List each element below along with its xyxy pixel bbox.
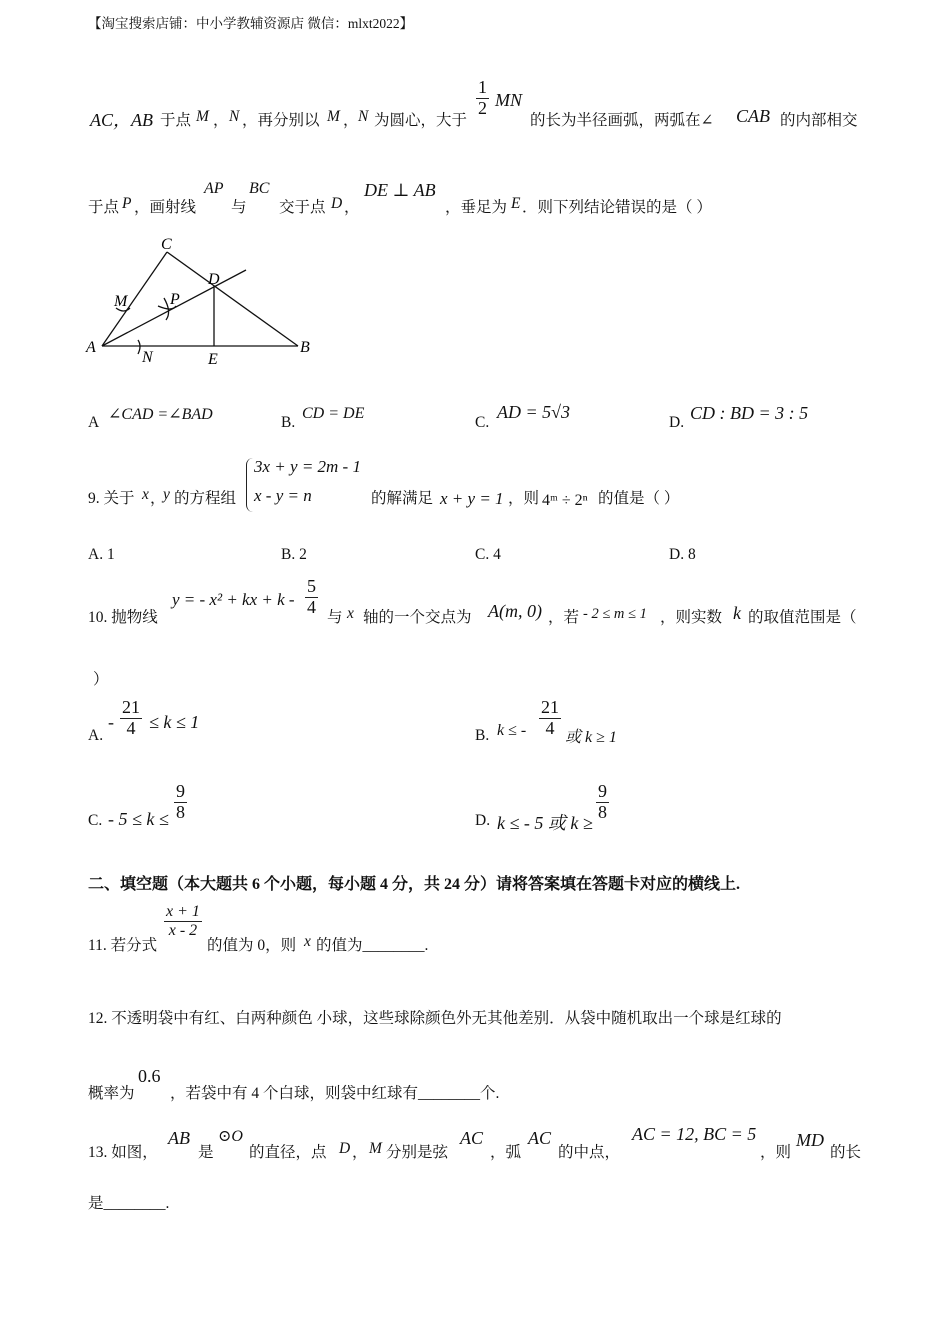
fig-label-p: P	[170, 291, 180, 308]
q10-option-d-den: 8	[598, 801, 607, 822]
q9-option-c: C. 4	[475, 546, 501, 563]
q8-text: ，再分别以	[242, 112, 320, 129]
q8-text: 于点	[160, 112, 192, 129]
q13-ac2: AC	[528, 1128, 552, 1148]
q9-eq1: 3x + y = 2m - 1	[254, 457, 361, 476]
q8-option-d-content: CD : BD = 3 : 5	[690, 403, 809, 423]
fig-label-d: D	[208, 271, 220, 288]
fig-label-c: C	[161, 236, 172, 253]
q8-comma: ，	[344, 199, 360, 216]
q9-text: 的方程组	[174, 490, 237, 507]
q10-option-d-frac	[596, 782, 609, 823]
fig-label-b: B	[300, 339, 310, 356]
fig-label-n: N	[142, 349, 153, 366]
q13-text: ，弧	[490, 1144, 522, 1161]
q10-option-b-label: B.	[475, 727, 490, 744]
q8-option-a-content: ∠CAD =∠BAD	[108, 406, 213, 423]
q8-text: ，画射线	[134, 199, 197, 216]
q12-line2b: ，若袋中有 4 个白球，则袋中红球有________个.	[170, 1085, 500, 1102]
q12-line1: 12. 不透明袋中有红、白两种颜色 小球，这些球除颜色外无其他差别．从袋中随机取出一个球是红球的	[88, 1010, 782, 1027]
q8-cab: CAB	[736, 106, 770, 126]
q9-option-a: A. 1	[88, 546, 115, 563]
q8-frac-num: 1	[478, 77, 487, 97]
q9-text: 的解满足	[371, 490, 434, 507]
q8-option-b-label: B.	[281, 414, 296, 431]
q8-fraction	[476, 78, 489, 119]
q11-frac-num: x + 1	[166, 903, 200, 920]
q10-k: k	[733, 603, 741, 623]
q9-system-brace	[246, 458, 253, 512]
q10-formula: y = - x² + kx + k -	[172, 590, 295, 609]
q8-de-perp-ab: DE ⊥ AB	[364, 180, 436, 200]
q8-mn: MN	[495, 90, 522, 110]
q12-line2a: 概率为	[88, 1085, 135, 1102]
q13-text: 的直径，点	[249, 1144, 327, 1161]
q8-text: ．则下列结论错误的是（ ）	[522, 199, 712, 216]
q8-option-a-label: A	[88, 414, 100, 431]
q8-ap: AP	[204, 180, 224, 197]
q12-prob: 0.6	[138, 1066, 161, 1086]
q13-d: D	[339, 1140, 351, 1157]
q8-d: D	[331, 195, 343, 212]
q13-comma: ，	[352, 1144, 368, 1161]
q10-frac-den: 4	[307, 596, 316, 617]
q10-option-b-post: 或 k ≥ 1	[565, 729, 617, 746]
q9-eq2: x - y = n	[254, 486, 312, 505]
q9-prefix: 9. 关于	[88, 490, 135, 507]
q8-option-c-label: C.	[475, 414, 490, 431]
q8-option-b-content: CD = DE	[302, 405, 365, 422]
fig-label-m: M	[114, 293, 128, 310]
q10-option-d-label: D.	[475, 812, 491, 829]
q10-text: ，若	[548, 609, 580, 626]
q9-expr: 4ᵐ ÷ 2ⁿ	[542, 492, 588, 509]
q13-circle: ⊙O	[218, 1128, 243, 1145]
q10-option-c-den: 8	[176, 801, 185, 822]
q10-option-d-pre: k ≤ - 5 或 k ≥	[497, 813, 593, 833]
q8-triangle-figure	[80, 228, 340, 378]
q11-x: x	[304, 933, 311, 950]
q9-text: ，则	[508, 490, 540, 507]
q10-text: 的取值范围是（	[748, 609, 857, 626]
q10-text: ，则实数	[660, 609, 723, 626]
q10-frac-num: 5	[307, 576, 316, 596]
fig-label-e: E	[208, 351, 218, 368]
q10-prefix: 10. 抛物线	[88, 609, 158, 626]
q13-prefix: 13. 如图，	[88, 1144, 158, 1161]
q11-frac-den: x - 2	[168, 921, 198, 939]
q8-E: E	[511, 195, 521, 212]
q8-text: 的内部相交	[780, 112, 858, 129]
q8-text: 交于点	[279, 199, 326, 216]
q10-option-a-post: ≤ k ≤ 1	[149, 712, 200, 732]
q10-option-c-label: C.	[88, 812, 103, 829]
q9-y: y	[163, 486, 170, 503]
q13-md: MD	[796, 1130, 824, 1150]
q10-option-a-frac	[120, 698, 142, 739]
q9-x: x	[142, 486, 149, 503]
q8-n2: N	[358, 108, 369, 125]
q13-ab: AB	[168, 1128, 190, 1148]
q11-text: 的值为________.	[316, 937, 429, 954]
q8-ac-ab: AC，AB	[90, 110, 153, 130]
q11-prefix: 11. 若分式	[88, 937, 158, 954]
q13-m: M	[369, 1140, 382, 1157]
q13-text: 的中点，	[558, 1144, 621, 1161]
q8-p: P	[122, 195, 132, 212]
q8-bc: BC	[249, 180, 270, 197]
q10-text: 与	[327, 609, 343, 626]
header-shop-text: 【淘宝搜索店铺：中小学教辅资源店 微信：mlxt2022】	[88, 16, 414, 31]
q9-option-d: D. 8	[669, 546, 696, 563]
q10-x: x	[347, 605, 354, 622]
q10-option-a-label: A.	[88, 727, 104, 744]
q13-text: 是	[198, 1144, 214, 1161]
q8-text: 与	[231, 199, 247, 216]
q11-text: 的值为 0，则	[207, 937, 297, 954]
q8-option-c-content: AD = 5√3	[497, 402, 571, 422]
q8-option-d-label: D.	[669, 414, 685, 431]
q10-option-a-den: 4	[126, 717, 136, 738]
q10-option-c-pre: - 5 ≤ k ≤	[108, 809, 169, 829]
q8-text: ，垂足为	[445, 199, 508, 216]
section2-title: 二、填空题（本大题共 6 个小题，每小题 4 分，共 24 分）请将答案填在答题卡对应的横线上.	[88, 876, 741, 893]
q13-ac: AC	[460, 1128, 484, 1148]
q8-m2: M	[327, 108, 340, 125]
q10-text: 轴的一个交点为	[363, 609, 472, 626]
q10-option-c-frac	[174, 782, 187, 823]
q13-text: 分别是弦	[386, 1144, 449, 1161]
q13-given: AC = 12, BC = 5	[632, 1124, 757, 1144]
q10-option-b-frac	[539, 698, 561, 739]
q9-comma: ，	[150, 490, 166, 507]
q10-option-b-den: 4	[545, 717, 555, 738]
q13-text: ，则	[760, 1144, 792, 1161]
fig-label-a: A	[86, 339, 96, 356]
q10-point: A(m, 0)	[488, 601, 542, 621]
q13-text: 的长	[830, 1144, 862, 1161]
q8-n: N	[229, 108, 240, 125]
q10-option-b-pre: k ≤ -	[497, 722, 527, 739]
q9-text: 的值是（ ）	[598, 490, 680, 507]
q8-m: M	[196, 108, 209, 125]
q8-text: 为圆心，大于	[374, 112, 468, 129]
q8-comma: ，	[213, 112, 229, 129]
q8-frac-den: 2	[478, 97, 487, 118]
q10-option-a-pre: -	[108, 712, 114, 732]
q10-fraction	[305, 577, 318, 618]
q13-line2: 是________.	[88, 1195, 170, 1212]
q8-comma: ，	[343, 112, 359, 129]
q10-option-c-num: 9	[176, 781, 185, 801]
q10-option-d-num: 9	[598, 781, 607, 801]
q10-option-b-num: 21	[541, 697, 559, 717]
q9-option-b: B. 2	[281, 546, 307, 563]
q11-fraction	[164, 903, 202, 939]
q8-text: 于点	[88, 199, 120, 216]
q10-close: ）	[93, 671, 109, 688]
q10-option-a-num: 21	[122, 697, 140, 717]
q9-cond: x + y = 1	[440, 489, 504, 508]
q10-cond: - 2 ≤ m ≤ 1	[583, 606, 647, 622]
q8-text: 的长为半径画弧，两弧在∠	[530, 112, 714, 129]
